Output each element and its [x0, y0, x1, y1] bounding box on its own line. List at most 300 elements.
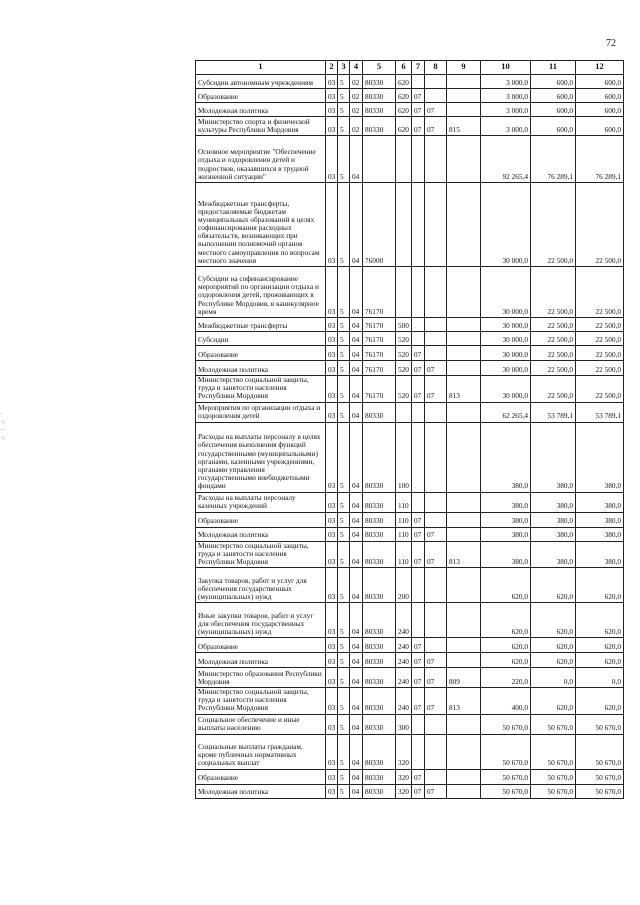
cell-col-7: 07 — [412, 117, 425, 136]
cell-col-11: 600,0 — [531, 117, 576, 136]
table-row — [196, 318, 624, 332]
cell-col-9: 809 — [447, 668, 481, 688]
cell-col-2: 03 — [326, 332, 338, 346]
table-row — [196, 603, 624, 638]
cell-col-6: 500 — [396, 318, 412, 332]
table-row — [196, 568, 624, 603]
cell-col-2: 03 — [326, 784, 338, 798]
cell-col-8 — [425, 714, 447, 734]
cell-col-6: 520 — [396, 361, 412, 376]
cell-col-12: 50 670,0 — [576, 769, 624, 784]
row-name-cell: Министерство социальной защиты, труда и занятости населения Республики Мордовия — [196, 688, 326, 715]
cell-col-3: 5 — [338, 688, 350, 715]
table-row — [196, 103, 624, 117]
cell-col-4: 04 — [350, 527, 363, 541]
cell-col-2: 03 — [326, 89, 338, 103]
cell-col-8: 07 — [425, 361, 447, 376]
cell-col-6: 620 — [396, 75, 412, 89]
cell-col-4: 04 — [350, 668, 363, 688]
column-header-12: 12 — [576, 61, 624, 75]
cell-col-12: 380,0 — [576, 541, 624, 568]
cell-col-8 — [425, 75, 447, 89]
row-name-cell: Основное мероприятие "Обеспечение отдыха и оздоровления детей и подростков, оказавшихся в трудной жизненной ситуации" — [196, 136, 326, 183]
cell-col-4: 04 — [350, 603, 363, 638]
row-name-cell: Социальные выплаты гражданам, кроме публичных нормативных социальных выплат — [196, 734, 326, 769]
cell-col-11: 600,0 — [531, 103, 576, 117]
cell-col-10: 50 670,0 — [481, 784, 531, 798]
row-name-cell: Образование — [196, 769, 326, 784]
cell-col-11: 22 500,0 — [531, 318, 576, 332]
row-name-cell: Молодежная политика — [196, 653, 326, 668]
cell-col-2: 03 — [326, 769, 338, 784]
row-name-cell: Закупка товаров, работ и услуг для обеспечения государственных (муниципальных) нужд — [196, 568, 326, 603]
cell-col-5: 76170 — [363, 318, 396, 332]
cell-col-7 — [412, 734, 425, 769]
cell-col-6: 520 — [396, 332, 412, 346]
cell-col-4: 04 — [350, 422, 363, 492]
column-header-9: 9 — [447, 61, 481, 75]
row-name-cell: Образование — [196, 512, 326, 527]
cell-col-10: 3 000,0 — [481, 117, 531, 136]
cell-col-9 — [447, 183, 481, 267]
cell-col-4: 04 — [350, 688, 363, 715]
row-name-cell: Расходы на выплаты персоналу казенных учреждений — [196, 492, 326, 512]
cell-col-4: 04 — [350, 714, 363, 734]
cell-col-6: 520 — [396, 376, 412, 403]
cell-col-3: 5 — [338, 117, 350, 136]
row-name-cell: Министерство социальной защиты, труда и занятости населения Республики Мордовия — [196, 541, 326, 568]
cell-col-8 — [425, 136, 447, 183]
cell-col-4: 02 — [350, 117, 363, 136]
cell-col-4: 04 — [350, 769, 363, 784]
cell-col-11: 0,0 — [531, 668, 576, 688]
cell-col-11: 620,0 — [531, 688, 576, 715]
table-row — [196, 653, 624, 668]
cell-col-5: 80330 — [363, 668, 396, 688]
cell-col-4: 02 — [350, 103, 363, 117]
cell-col-6: 320 — [396, 734, 412, 769]
row-name-cell: Молодежная политика — [196, 784, 326, 798]
row-name-cell: Мероприятия по организации отдыха и оздоровления детей — [196, 402, 326, 422]
cell-col-6: 620 — [396, 117, 412, 136]
cell-col-4: 04 — [350, 183, 363, 267]
cell-col-8: 07 — [425, 668, 447, 688]
cell-col-11: 620,0 — [531, 603, 576, 638]
cell-col-9 — [447, 89, 481, 103]
cell-col-9 — [447, 402, 481, 422]
cell-col-4: 04 — [350, 318, 363, 332]
cell-col-11: 22 500,0 — [531, 332, 576, 346]
cell-col-2: 03 — [326, 603, 338, 638]
cell-col-8 — [425, 402, 447, 422]
cell-col-10: 380,0 — [481, 422, 531, 492]
cell-col-6 — [396, 267, 412, 318]
cell-col-9 — [447, 318, 481, 332]
cell-col-8: 07 — [425, 376, 447, 403]
cell-col-12: 22 500,0 — [576, 332, 624, 346]
cell-col-11: 50 670,0 — [531, 734, 576, 769]
cell-col-10: 380,0 — [481, 527, 531, 541]
cell-col-5: 76170 — [363, 361, 396, 376]
cell-col-4: 04 — [350, 568, 363, 603]
cell-col-11: 380,0 — [531, 527, 576, 541]
table-row — [196, 332, 624, 346]
cell-col-10: 50 670,0 — [481, 714, 531, 734]
cell-col-4: 02 — [350, 75, 363, 89]
cell-col-10: 380,0 — [481, 512, 531, 527]
cell-col-6: 240 — [396, 688, 412, 715]
cell-col-5: 76170 — [363, 332, 396, 346]
row-name-cell: Образование — [196, 89, 326, 103]
cell-col-9 — [447, 603, 481, 638]
cell-col-11: 620,0 — [531, 568, 576, 603]
cell-col-12: 380,0 — [576, 492, 624, 512]
cell-col-11: 380,0 — [531, 541, 576, 568]
cell-col-12: 0,0 — [576, 668, 624, 688]
cell-col-5: 76000 — [363, 183, 396, 267]
table-row — [196, 688, 624, 715]
cell-col-8 — [425, 769, 447, 784]
cell-col-7: 07 — [412, 512, 425, 527]
cell-col-9: 813 — [447, 688, 481, 715]
column-header-10: 10 — [481, 61, 531, 75]
cell-col-3: 5 — [338, 183, 350, 267]
cell-col-2: 03 — [326, 183, 338, 267]
cell-col-3: 5 — [338, 75, 350, 89]
cell-col-2: 03 — [326, 714, 338, 734]
cell-col-2: 03 — [326, 512, 338, 527]
cell-col-6: 100 — [396, 422, 412, 492]
table-row — [196, 136, 624, 183]
table-row — [196, 492, 624, 512]
cell-col-12: 620,0 — [576, 603, 624, 638]
cell-col-10: 30 000,0 — [481, 361, 531, 376]
cell-col-9 — [447, 332, 481, 346]
table-header-row — [196, 61, 624, 75]
row-name-cell: Расходы на выплаты персоналу в целях обеспечения выполнения функций государственными (муниципальными) органами, казенными учреждениями, органами управления государственными внебюджетными фондами — [196, 422, 326, 492]
cell-col-4: 04 — [350, 638, 363, 653]
row-name-cell: Межбюджетные трансферты — [196, 318, 326, 332]
cell-col-8: 07 — [425, 103, 447, 117]
row-name-cell: Молодежная политика — [196, 361, 326, 376]
cell-col-6: 620 — [396, 89, 412, 103]
cell-col-12: 620,0 — [576, 688, 624, 715]
cell-col-9 — [447, 527, 481, 541]
cell-col-2: 03 — [326, 402, 338, 422]
cell-col-7: 07 — [412, 103, 425, 117]
cell-col-12: 76 289,1 — [576, 136, 624, 183]
cell-col-3: 5 — [338, 267, 350, 318]
column-header-8: 8 — [425, 61, 447, 75]
cell-col-6: 300 — [396, 714, 412, 734]
cell-col-3: 5 — [338, 638, 350, 653]
cell-col-2: 03 — [326, 376, 338, 403]
cell-col-7: 07 — [412, 769, 425, 784]
cell-col-7 — [412, 267, 425, 318]
cell-col-8: 07 — [425, 784, 447, 798]
cell-col-3: 5 — [338, 653, 350, 668]
cell-col-12: 22 500,0 — [576, 267, 624, 318]
cell-col-10: 220,0 — [481, 668, 531, 688]
cell-col-7: 07 — [412, 89, 425, 103]
cell-col-11: 50 670,0 — [531, 714, 576, 734]
cell-col-10: 3 000,0 — [481, 89, 531, 103]
table-row — [196, 714, 624, 734]
cell-col-6: 240 — [396, 668, 412, 688]
row-name-cell: Образование — [196, 638, 326, 653]
cell-col-5: 80330 — [363, 688, 396, 715]
cell-col-11: 620,0 — [531, 653, 576, 668]
cell-col-7: 07 — [412, 376, 425, 403]
cell-col-11: 50 670,0 — [531, 769, 576, 784]
cell-col-11: 22 500,0 — [531, 267, 576, 318]
cell-col-6: 520 — [396, 346, 412, 361]
cell-col-4: 04 — [350, 492, 363, 512]
cell-col-4: 04 — [350, 402, 363, 422]
table-row — [196, 734, 624, 769]
cell-col-8 — [425, 638, 447, 653]
cell-col-5: 80330 — [363, 103, 396, 117]
cell-col-10: 30 000,0 — [481, 332, 531, 346]
cell-col-10: 62 265,4 — [481, 402, 531, 422]
cell-col-12: 22 500,0 — [576, 318, 624, 332]
cell-col-8: 07 — [425, 653, 447, 668]
cell-col-9 — [447, 267, 481, 318]
cell-col-9: 815 — [447, 117, 481, 136]
cell-col-5: 80330 — [363, 541, 396, 568]
cell-col-8: 07 — [425, 117, 447, 136]
margin-scan-marks: · ·: ·· ·: — [0, 410, 5, 442]
cell-col-3: 5 — [338, 734, 350, 769]
cell-col-5: 80330 — [363, 638, 396, 653]
table-row — [196, 267, 624, 318]
cell-col-12: 22 500,0 — [576, 361, 624, 376]
row-name-cell: Молодежная политика — [196, 527, 326, 541]
cell-col-10: 30 000,0 — [481, 267, 531, 318]
cell-col-2: 03 — [326, 688, 338, 715]
cell-col-5: 80330 — [363, 75, 396, 89]
cell-col-9 — [447, 512, 481, 527]
cell-col-2: 03 — [326, 346, 338, 361]
table-row — [196, 75, 624, 89]
cell-col-8 — [425, 568, 447, 603]
column-header-5: 5 — [363, 61, 396, 75]
table-row — [196, 638, 624, 653]
cell-col-2: 03 — [326, 734, 338, 769]
cell-col-6: 110 — [396, 541, 412, 568]
cell-col-2: 03 — [326, 422, 338, 492]
cell-col-12: 22 500,0 — [576, 183, 624, 267]
cell-col-5: 80330 — [363, 492, 396, 512]
column-header-3: 3 — [338, 61, 350, 75]
cell-col-10: 400,0 — [481, 688, 531, 715]
row-name-cell: Субсидии автономным учреждениям — [196, 75, 326, 89]
cell-col-12: 620,0 — [576, 653, 624, 668]
cell-col-6: 110 — [396, 527, 412, 541]
cell-col-6: 110 — [396, 492, 412, 512]
cell-col-7: 07 — [412, 653, 425, 668]
cell-col-8: 07 — [425, 688, 447, 715]
cell-col-7 — [412, 714, 425, 734]
cell-col-10: 30 000,0 — [481, 376, 531, 403]
table-row — [196, 422, 624, 492]
cell-col-9 — [447, 734, 481, 769]
cell-col-12: 53 789,1 — [576, 402, 624, 422]
cell-col-10: 620,0 — [481, 638, 531, 653]
row-name-cell: Образование — [196, 346, 326, 361]
cell-col-11: 53 789,1 — [531, 402, 576, 422]
cell-col-2: 03 — [326, 318, 338, 332]
cell-col-5: 76170 — [363, 267, 396, 318]
row-name-cell: Министерство образования Республики Мордовия — [196, 668, 326, 688]
cell-col-5: 80330 — [363, 603, 396, 638]
column-header-6: 6 — [396, 61, 412, 75]
cell-col-9 — [447, 568, 481, 603]
table-row — [196, 89, 624, 103]
cell-col-11: 22 500,0 — [531, 376, 576, 403]
cell-col-2: 03 — [326, 668, 338, 688]
cell-col-8 — [425, 346, 447, 361]
cell-col-4: 04 — [350, 541, 363, 568]
row-name-cell: Иные закупки товаров, работ и услуг для обеспечения государственных (муниципальных) нужд — [196, 603, 326, 638]
cell-col-8 — [425, 492, 447, 512]
cell-col-7: 07 — [412, 668, 425, 688]
column-header-7: 7 — [412, 61, 425, 75]
cell-col-11: 380,0 — [531, 512, 576, 527]
cell-col-3: 5 — [338, 89, 350, 103]
cell-col-6: 240 — [396, 638, 412, 653]
cell-col-3: 5 — [338, 492, 350, 512]
cell-col-8 — [425, 422, 447, 492]
cell-col-5: 80330 — [363, 784, 396, 798]
row-name-cell: Субсидии на софинансирование мероприятий по организации отдыха и оздоровления детей, проживающих в Республике Мордовия, в каникулярное время — [196, 267, 326, 318]
cell-col-7: 07 — [412, 527, 425, 541]
cell-col-12: 50 670,0 — [576, 734, 624, 769]
cell-col-11: 50 670,0 — [531, 784, 576, 798]
table-row — [196, 346, 624, 361]
cell-col-3: 5 — [338, 668, 350, 688]
cell-col-3: 5 — [338, 402, 350, 422]
cell-col-2: 03 — [326, 361, 338, 376]
cell-col-12: 380,0 — [576, 512, 624, 527]
cell-col-10: 620,0 — [481, 568, 531, 603]
cell-col-3: 5 — [338, 318, 350, 332]
cell-col-12: 600,0 — [576, 75, 624, 89]
cell-col-12: 50 670,0 — [576, 714, 624, 734]
cell-col-12: 22 500,0 — [576, 346, 624, 361]
cell-col-8 — [425, 267, 447, 318]
cell-col-7 — [412, 75, 425, 89]
cell-col-4: 04 — [350, 267, 363, 318]
cell-col-12: 600,0 — [576, 117, 624, 136]
cell-col-2: 03 — [326, 75, 338, 89]
row-name-cell: Социальное обеспечение и иные выплаты населению — [196, 714, 326, 734]
cell-col-5 — [363, 136, 396, 183]
cell-col-7 — [412, 603, 425, 638]
cell-col-8 — [425, 89, 447, 103]
cell-col-8 — [425, 734, 447, 769]
cell-col-8: 07 — [425, 541, 447, 568]
cell-col-7: 07 — [412, 688, 425, 715]
cell-col-9 — [447, 714, 481, 734]
cell-col-9 — [447, 492, 481, 512]
cell-col-7 — [412, 318, 425, 332]
cell-col-11: 22 500,0 — [531, 346, 576, 361]
cell-col-7 — [412, 568, 425, 603]
cell-col-10: 92 265,4 — [481, 136, 531, 183]
cell-col-10: 30 000,0 — [481, 346, 531, 361]
cell-col-10: 380,0 — [481, 541, 531, 568]
cell-col-2: 03 — [326, 527, 338, 541]
cell-col-5: 80330 — [363, 402, 396, 422]
cell-col-3: 5 — [338, 527, 350, 541]
cell-col-5: 80330 — [363, 117, 396, 136]
cell-col-12: 620,0 — [576, 568, 624, 603]
table-row — [196, 769, 624, 784]
cell-col-9 — [447, 75, 481, 89]
cell-col-8 — [425, 183, 447, 267]
cell-col-9 — [447, 784, 481, 798]
cell-col-11: 22 500,0 — [531, 361, 576, 376]
cell-col-6 — [396, 183, 412, 267]
cell-col-5: 80330 — [363, 734, 396, 769]
cell-col-11: 76 289,1 — [531, 136, 576, 183]
table-row — [196, 117, 624, 136]
cell-col-3: 5 — [338, 784, 350, 798]
cell-col-7 — [412, 492, 425, 512]
cell-col-2: 03 — [326, 103, 338, 117]
cell-col-8 — [425, 318, 447, 332]
column-header-11: 11 — [531, 61, 576, 75]
cell-col-4: 04 — [350, 136, 363, 183]
cell-col-2: 03 — [326, 136, 338, 183]
cell-col-5: 80330 — [363, 422, 396, 492]
cell-col-12: 380,0 — [576, 527, 624, 541]
table-row — [196, 376, 624, 403]
column-header-2: 2 — [326, 61, 338, 75]
cell-col-3: 5 — [338, 603, 350, 638]
cell-col-5: 80330 — [363, 653, 396, 668]
cell-col-7 — [412, 332, 425, 346]
cell-col-11: 380,0 — [531, 492, 576, 512]
cell-col-3: 5 — [338, 714, 350, 734]
column-header-1: 1 — [196, 61, 326, 75]
cell-col-6 — [396, 402, 412, 422]
cell-col-12: 600,0 — [576, 103, 624, 117]
row-name-cell: Министерство спорта и физической культуры Республики Мордовия — [196, 117, 326, 136]
row-name-cell: Молодежная политика — [196, 103, 326, 117]
cell-col-10: 50 670,0 — [481, 734, 531, 769]
cell-col-2: 03 — [326, 638, 338, 653]
cell-col-3: 5 — [338, 376, 350, 403]
cell-col-2: 03 — [326, 653, 338, 668]
cell-col-4: 04 — [350, 376, 363, 403]
cell-col-10: 50 670,0 — [481, 769, 531, 784]
cell-col-2: 03 — [326, 568, 338, 603]
cell-col-2: 03 — [326, 117, 338, 136]
cell-col-10: 30 000,0 — [481, 183, 531, 267]
cell-col-10: 380,0 — [481, 492, 531, 512]
page-number: 72 — [606, 38, 616, 49]
table-row — [196, 784, 624, 798]
cell-col-5: 80330 — [363, 512, 396, 527]
cell-col-12: 380,0 — [576, 422, 624, 492]
cell-col-8 — [425, 332, 447, 346]
cell-col-5: 80330 — [363, 714, 396, 734]
cell-col-9 — [447, 422, 481, 492]
cell-col-7: 07 — [412, 638, 425, 653]
table-row — [196, 512, 624, 527]
